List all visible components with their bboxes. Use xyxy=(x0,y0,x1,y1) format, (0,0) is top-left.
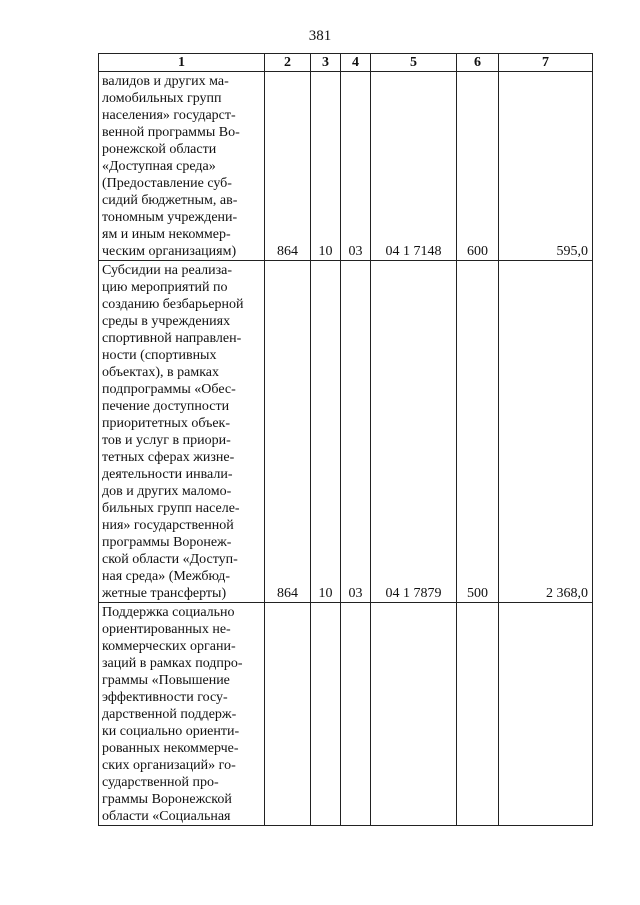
table-row xyxy=(99,261,593,603)
header-col-7: 7 xyxy=(499,54,593,72)
table-row xyxy=(99,72,593,261)
row-ministry-code: 864 xyxy=(265,72,311,261)
row-amount: 2 368,0 xyxy=(499,261,593,603)
row-section-code xyxy=(311,603,341,826)
table-row xyxy=(99,603,593,826)
table-header xyxy=(99,54,593,72)
row-ministry-code: 864 xyxy=(265,261,311,603)
header-col-1: 1 xyxy=(99,54,265,72)
row-expense-type xyxy=(457,603,499,826)
row-target-code: 04 1 7879 xyxy=(371,261,457,603)
row-target-code xyxy=(371,603,457,826)
row-subsection-code xyxy=(341,603,371,826)
header-col-6: 6 xyxy=(457,54,499,72)
row-amount xyxy=(499,603,593,826)
row-amount: 595,0 xyxy=(499,72,593,261)
row-subsection-code: 03 xyxy=(341,72,371,261)
row-section-code: 10 xyxy=(311,261,341,603)
row-expense-type: 500 xyxy=(457,261,499,603)
row-description: Поддержка социально ориентированных не- коммерческих органи- заций в рамках подпро- граммы «Повышение эффективности госу- дарственной поддерж- ки социально ориенти- рованных некоммерче- ских организаций» го- сударственной про- граммы Воронежской области «Социальная xyxy=(99,603,265,826)
header-col-5: 5 xyxy=(371,54,457,72)
row-description: Субсидии на реализа- цию мероприятий по созданию безбарьерной среды в учреждениях спортивной направлен- ности (спортивных объектах), в рамках подпрограммы «Обес- печение доступности приоритетных объек- тов и услуг в приори- тетных сферах жизне- деятельности инвали- дов и других маломо- бильных групп населе- ния» государственной программы Воронеж- ской области «Доступ- ная среда» (Межбюд- жетные трансферты) xyxy=(99,261,265,603)
row-subsection-code: 03 xyxy=(341,261,371,603)
row-target-code: 04 1 7148 xyxy=(371,72,457,261)
row-expense-type: 600 xyxy=(457,72,499,261)
row-ministry-code xyxy=(265,603,311,826)
header-row xyxy=(99,54,593,72)
budget-table xyxy=(98,53,593,826)
header-col-2: 2 xyxy=(265,54,311,72)
page-number: 381 xyxy=(308,28,332,44)
row-section-code: 10 xyxy=(311,72,341,261)
row-description: валидов и других ма- ломобильных групп населения» государст- венной программы Во- ронежской области «Доступная среда» (Предоставление суб- сидий бюджетным, ав- тономным учреждени- ям и иным некоммер- ческим организациям) xyxy=(99,72,265,261)
header-col-3: 3 xyxy=(311,54,341,72)
header-col-4: 4 xyxy=(341,54,371,72)
